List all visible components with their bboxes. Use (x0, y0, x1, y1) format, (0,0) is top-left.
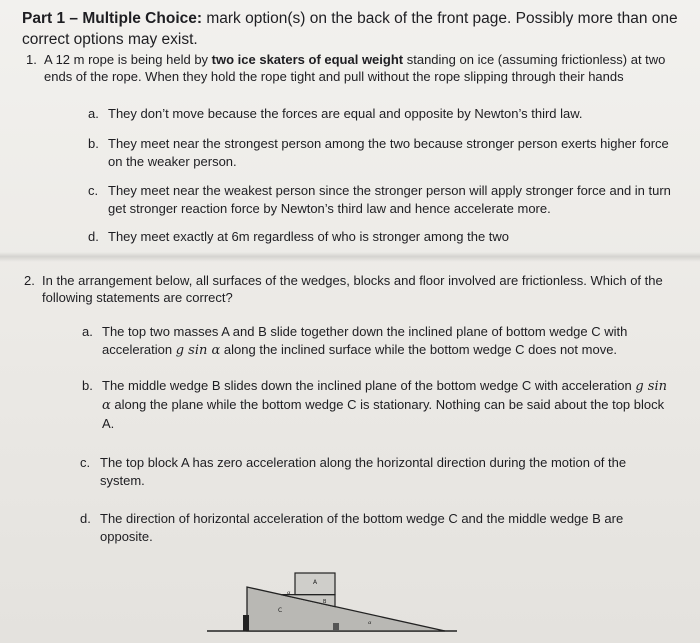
option-text (102, 323, 672, 360)
question-2 (24, 272, 674, 306)
option-label: a. (88, 106, 99, 121)
option-label: a. (82, 324, 93, 339)
option-text: The direction of horizontal acceleration of the bottom wedge C and the middle wedge B are opposite. (100, 511, 624, 544)
q1-option-a[interactable] (88, 105, 668, 123)
label-alpha-bottom: α (368, 620, 372, 626)
option-label: d. (88, 229, 99, 244)
option-text-post: along the plane while the bottom wedge C is stationary. Nothing can be said about the top block A. (102, 397, 665, 431)
label-b: B (323, 599, 327, 605)
option-label: c. (88, 183, 99, 198)
option-text-post: along the inclined surface while the bottom wedge C does not move. (220, 342, 618, 357)
option-math: g sin α (175, 343, 221, 358)
option-label: c. (80, 455, 91, 470)
q2-option-a[interactable] (82, 323, 672, 360)
option-text-pre: The top two masses A and B slide together down the inclined plane of bottom wedge C with acceleration (102, 324, 628, 357)
question-1-text (44, 51, 666, 85)
option-text: They meet near the strongest person among the two because stronger person exerts higher force on the weaker person. (108, 136, 669, 169)
paper-fold-shadow (0, 252, 700, 262)
question-2-number: 2. (24, 273, 35, 288)
label-alpha-top: α (287, 590, 291, 596)
q2-option-d[interactable] (80, 510, 670, 546)
heading-lead: Multiple Choice: (82, 10, 203, 27)
heading-part: Part 1 (22, 10, 66, 27)
question-1-number: 1. (26, 52, 37, 67)
option-text (102, 377, 672, 433)
label-c: C (278, 607, 283, 614)
option-text: They meet exactly at 6m regardless of who is stronger among the two (108, 229, 510, 244)
q1-option-d[interactable] (88, 228, 678, 246)
part-heading (22, 8, 682, 50)
q1-option-c[interactable] (88, 182, 684, 218)
question-1-text-a: A 12 m rope is being held by (44, 52, 212, 67)
option-text: They don’t move because the forces are equal and opposite by Newton’s third law. (108, 106, 583, 121)
option-math: g sin α (102, 379, 667, 413)
option-text-pre: The middle wedge B slides down the inclined plane of the bottom wedge C with acceleration (102, 378, 636, 393)
question-1 (26, 51, 666, 85)
q2-option-c[interactable] (80, 454, 670, 490)
option-label: d. (80, 511, 91, 526)
option-label: b. (82, 378, 93, 393)
option-label: b. (88, 136, 99, 151)
option-text: The top block A has zero acceleration along the horizontal direction during the motion of the system. (100, 455, 627, 488)
wedge-c (247, 587, 445, 631)
question-1-text-bold: two ice skaters of equal weight (211, 52, 404, 67)
question-2-text: In the arrangement below, all surfaces of the wedges, blocks and floor involved are frictionless. Which of the following statements are correct? (42, 273, 663, 305)
wedge-diagram (205, 565, 465, 637)
left-stopper (243, 615, 249, 631)
heading-dash: – (65, 10, 83, 27)
option-text: They meet near the weakest person since the stronger person will apply stronger force and in turn get stronger reaction force by Newton’s third law and hence accelerate more. (108, 183, 671, 216)
q2-option-b[interactable] (82, 377, 672, 433)
question-1-text-b: standing on ice (assuming frictionless) at two ends of the rope. When they hold the rope tight and pull without the rope slipping through their hands (44, 52, 666, 84)
q1-option-b[interactable] (88, 135, 678, 171)
right-stopper (333, 623, 339, 631)
label-a: A (313, 579, 318, 586)
heading-instructions: mark option(s) on the back of the front page. Possibly more than one correct options may exist. (22, 10, 678, 48)
